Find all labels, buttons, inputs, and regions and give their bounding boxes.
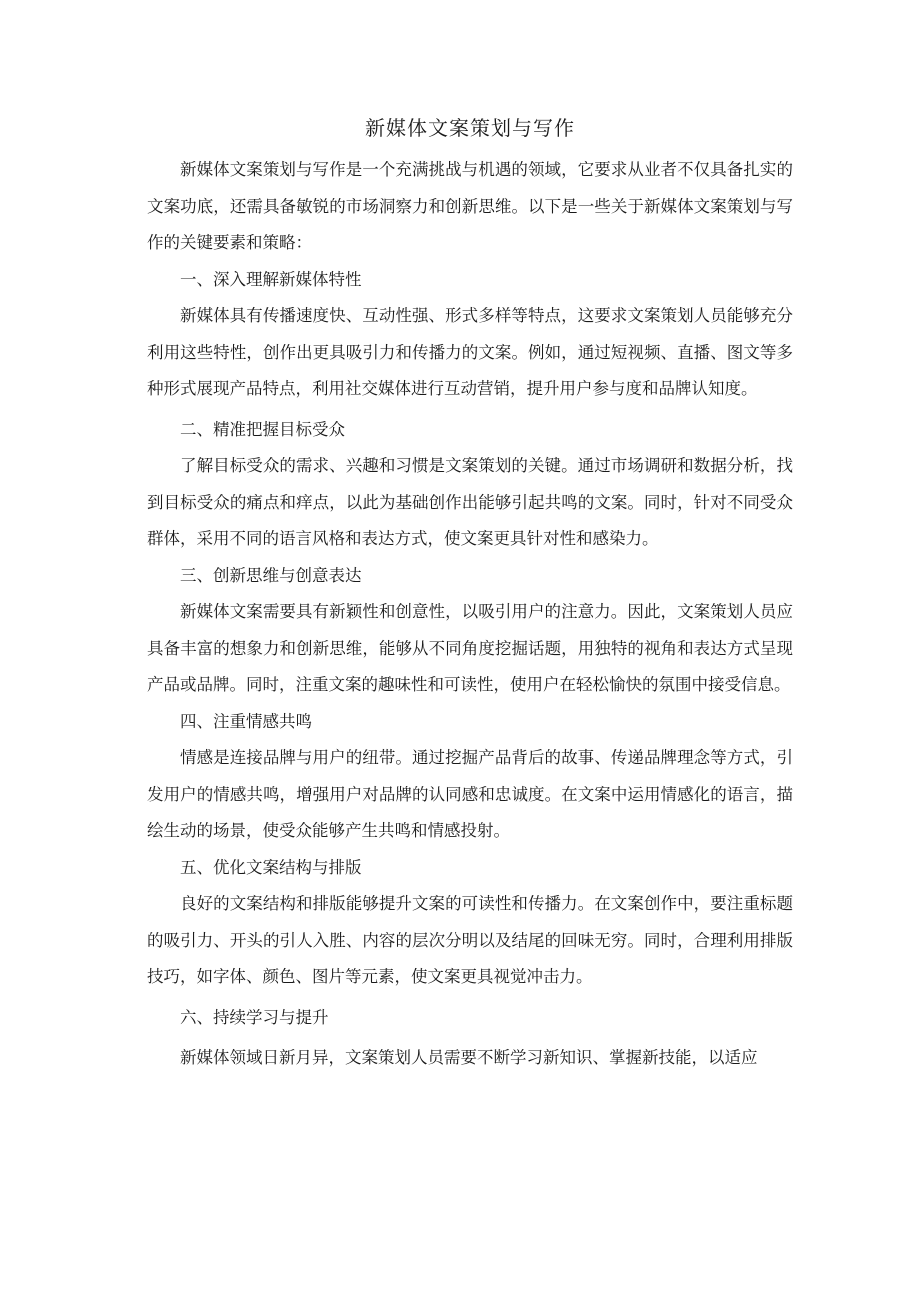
document-title: 新媒体文案策划与写作	[365, 116, 575, 140]
section-body-4: 情感是连接品牌与用户的纽带。通过挖掘产品背后的故事、传递品牌理念等方式，引发用户的情感共鸣，增强用户对品牌的认同感和忠诚度。在文案中运用情感化的语言，描绘生动的场景，使受众能够产生共鸣和情感投射。	[147, 748, 793, 840]
intro-paragraph: 新媒体文案策划与写作是一个充满挑战与机遇的领域，它要求从业者不仅具备扎实的文案功底，还需具备敏锐的市场洞察力和创新思维。以下是一些关于新媒体文案策划与写作的关键要素和策略：	[147, 160, 793, 252]
section-heading-6: 六、持续学习与提升	[180, 1007, 329, 1027]
section-body-6: 新媒体领域日新月异，文案策划人员需要不断学习新知识、掌握新技能，以适应	[180, 1048, 758, 1067]
section-body-1: 新媒体具有传播速度快、互动性强、形式多样等特点，这要求文案策划人员能够充分利用这些特性，创作出更具吸引力和传播力的文案。例如，通过短视频、直播、图文等多种形式展现产品特点，利用社交媒体进行互动营销，提升用户参与度和品牌认知度。	[147, 306, 793, 398]
document-page	[147, 108, 793, 1077]
section-body-2: 了解目标受众的需求、兴趣和习惯是文案策划的关键。通过市场调研和数据分析，找到目标受众的痛点和痒点，以此为基础创作出能够引起共鸣的文案。同时，针对不同受众群体，采用不同的语言风格和表达方式，使文案更具针对性和感染力。	[147, 456, 793, 548]
section-body-3: 新媒体文案需要具有新颖性和创意性，以吸引用户的注意力。因此，文案策划人员应具备丰富的想象力和创新思维，能够从不同角度挖掘话题，用独特的视角和表达方式呈现产品或品牌。同时，注重文案的趣味性和可读性，使用户在轻松愉快的氛围中接受信息。	[147, 602, 793, 694]
section-heading-3: 三、创新思维与创意表达	[180, 565, 362, 585]
section-heading-2: 二、精准把握目标受众	[180, 419, 345, 439]
section-heading-4: 四、注重情感共鸣	[180, 711, 312, 731]
section-heading-5: 五、优化文案结构与排版	[180, 857, 362, 877]
section-heading-1: 一、深入理解新媒体特性	[180, 269, 362, 289]
section-body-5: 良好的文案结构和排版能够提升文案的可读性和传播力。在文案创作中，要注重标题的吸引力、开头的引人入胜、内容的层次分明以及结尾的回味无穷。同时，合理利用排版技巧，如字体、颜色、图片等元素，使文案更具视觉冲击力。	[147, 894, 793, 986]
